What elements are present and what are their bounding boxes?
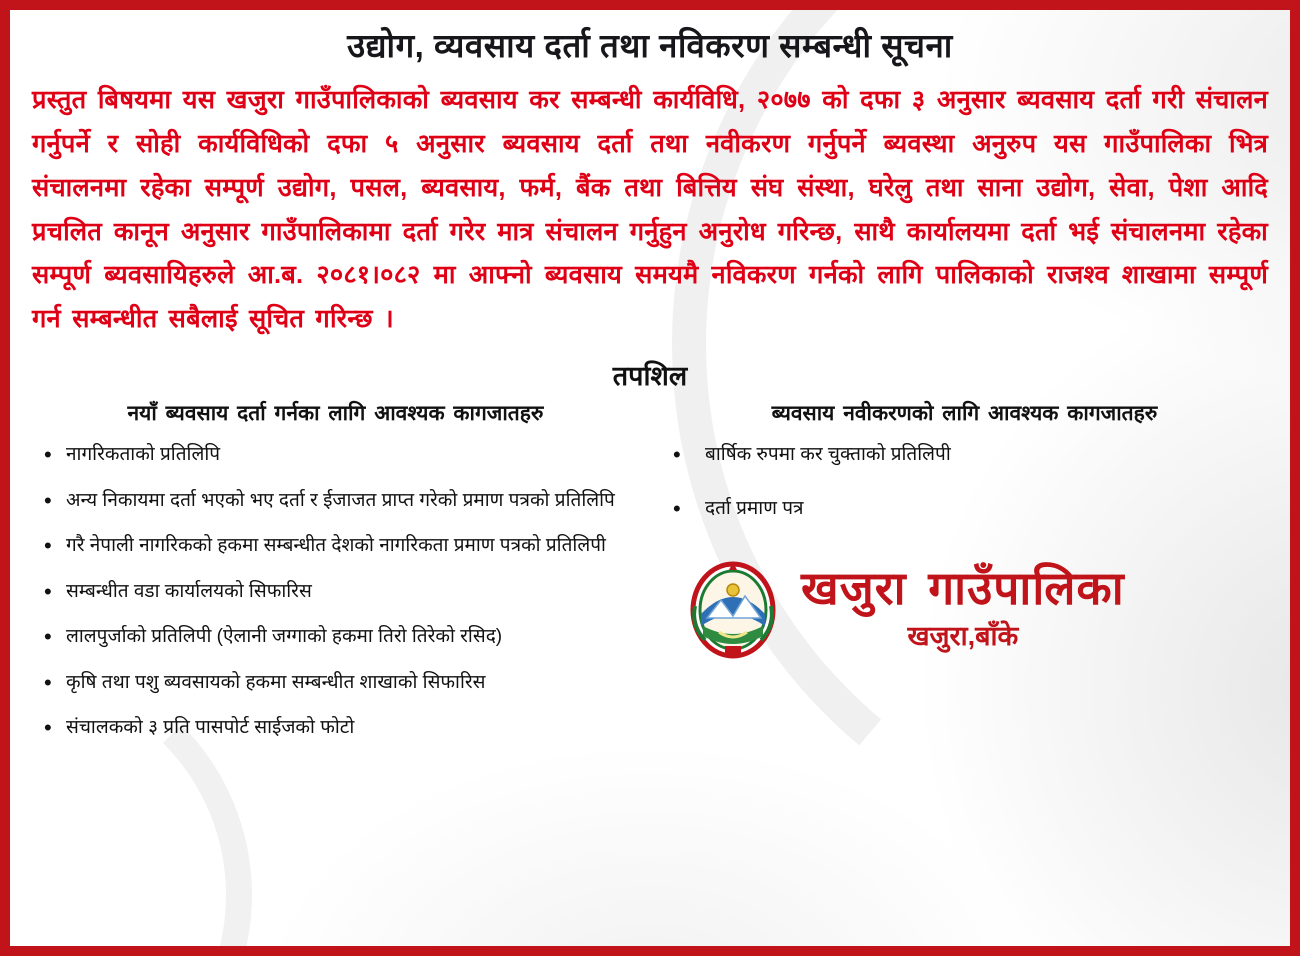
renewal-list <box>655 441 1274 522</box>
bottom-border-bar <box>0 946 1300 956</box>
list-item: • सम्बन्धीत वडा कार्यालयको सिफारिस <box>40 578 641 606</box>
list-item: • कृषि तथा पशु ब्यवसायको हकमा सम्बन्धीत शाखाको सिफारिस <box>40 669 641 697</box>
municipality-name: खजुरा गाउँपालिका <box>801 561 1125 614</box>
new-registration-column <box>26 399 645 760</box>
brand-text-block <box>801 561 1125 653</box>
list-item: • अन्य निकायमा दर्ता भएको भए दर्ता र ईजाजत प्राप्त गरेको प्रमाण पत्रको प्रतिलिपि <box>40 487 641 515</box>
renewal-column <box>655 399 1274 760</box>
khajura-rural-municipality-emblem-icon <box>681 556 785 660</box>
list-item: • संचालकको ३ प्रति पासपोर्ट साईजको फोटो <box>40 714 641 742</box>
municipality-location: खजुरा,बाँके <box>907 620 1019 651</box>
requirements-columns <box>26 399 1274 760</box>
list-item: • गरै नेपाली नागरिकको हकमा सम्बन्धीत देशको नागरिकता प्रमाण पत्रको प्रतिलिपी <box>40 532 641 560</box>
page-title: उद्योग, व्यवसाय दर्ता तथा नविकरण सम्बन्धी सूचना <box>347 27 953 64</box>
list-item: • दर्ता प्रमाण पत्र <box>669 495 1270 523</box>
list-item: • लालपुर्जाको प्रतिलिपी (ऐलानी जग्गाको हकमा तिरो तिरेको रसिद) <box>40 623 641 651</box>
list-item: • नागरिकताको प्रतिलिपि <box>40 441 641 469</box>
list-item: • बार्षिक रुपमा कर चुक्ताको प्रतिलिपी <box>669 441 1270 469</box>
tapasil-heading: तपशिल <box>612 361 688 392</box>
notice-body: प्रस्तुत बिषयमा यस खजुरा गाउँपालिकाको ब्यवसाय कर सम्बन्धी कार्यविधि, २०७७ को दफा ३ अनुसार ब्यवसाय दर्ता गरी संचालन गर्नुपर्ने र सोही कार्यविधिको दफा ५ अनुसार ब्यवसाय दर्ता तथा नवीकरण गर्नुपर्ने ब्यवस्था अनुरुप यस गाउँपालिका भित्र संचालनमा रहेका सम्पूर्ण उद्योग, पसल, ब्यवसाय, फर्म, बैंक तथा बित्तिय संघ संस्था, घरेलु तथा साना उद्योग, सेवा, पेशा आदि प्रचलित कानून अनुसार गाउँपालिकामा दर्ता गरेर मात्र संचालन गर्नुहुन अनुरोध गरिन्छ, साथै कार्यालयमा दर्ता भई संचालनमा रहेका सम्पूर्ण ब्यवसायिहरुले आ.ब. २०८१।०८२ मा आफ्नो ब्यवसाय समयमै नविकरण गर्नको लागि पालिकाको राजश्व शाखामा सम्पूर्ण गर्न सम्बन्धीत सबैलाई सूचित गरिन्छ । <box>32 86 1268 334</box>
renewal-heading: ब्यवसाय नवीकरणको लागि आवश्यक कागजातहरु <box>771 402 1158 426</box>
new-registration-list <box>26 441 645 742</box>
municipality-brand <box>655 556 1274 660</box>
new-registration-heading: नयाँ ब्यवसाय दर्ता गर्नका लागि आवश्यक कागजातहरु <box>127 402 544 426</box>
